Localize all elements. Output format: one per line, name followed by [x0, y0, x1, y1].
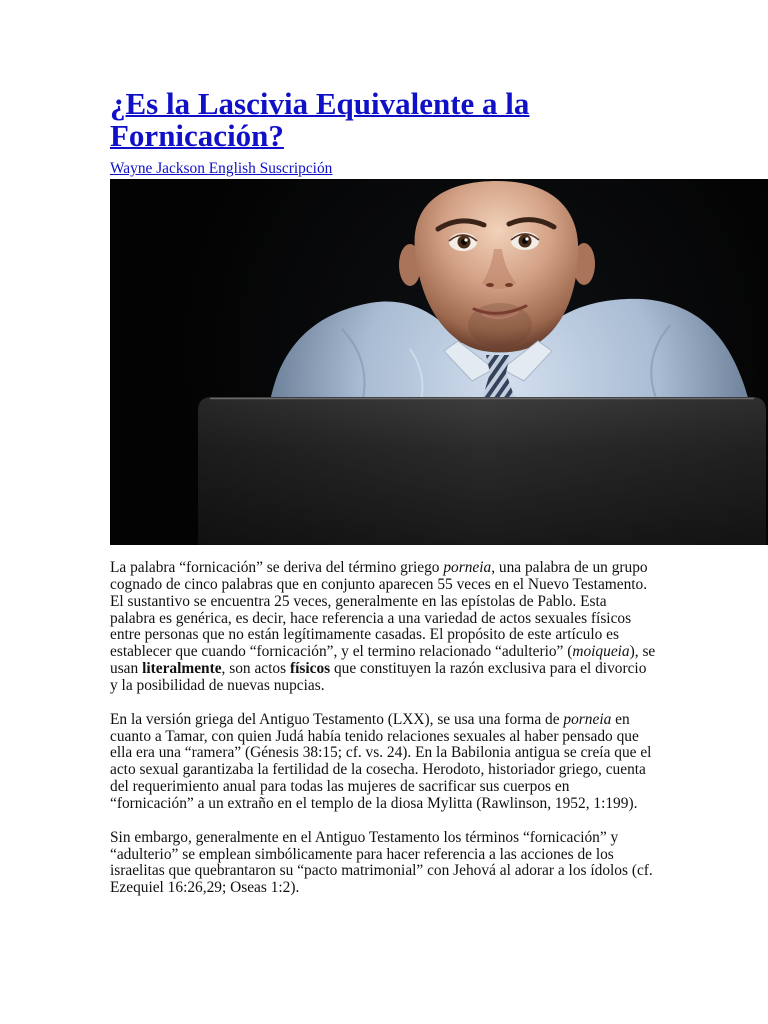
italic-term: moiqueia — [572, 643, 630, 661]
body-line — [110, 560, 655, 577]
article-title-link[interactable]: ¿Es la Lascivia Equivalente a la Fornicación? — [110, 86, 530, 153]
bold-term: físicos — [289, 660, 331, 678]
article-body — [110, 560, 655, 914]
laptop-lid-shading — [198, 397, 766, 545]
body-text-run: En la versión griega del Antiguo Testamento (LXX), se usa una forma de — [110, 710, 564, 728]
body-line — [110, 661, 655, 678]
paragraph — [110, 712, 655, 813]
body-line: entre personas que no están legítimamente casadas. El propósito de este artículo es — [110, 626, 620, 644]
body-line — [110, 712, 655, 729]
body-line: Ezequiel 16:26,29; Oseas 1:2). — [110, 879, 300, 897]
paragraph — [110, 830, 655, 897]
body-text-run: usan — [110, 660, 143, 678]
body-text-run: que constituyen la razón exclusiva para el divorcio — [330, 660, 647, 678]
body-line: “fornicación” a un extraño en el templo de la diosa Mylitta (Rawlinson, 1952, 1:199). — [110, 795, 638, 813]
body-line: y la posibilidad de nuevas nupcias. — [110, 677, 325, 695]
tie-knot — [486, 355, 510, 373]
left-nostril — [486, 283, 494, 287]
author-link[interactable]: Wayne Jackson — [110, 160, 205, 177]
body-line: del requerimiento anual para todas las mujeres de sacrificar sus cuerpos en — [110, 778, 570, 796]
paragraph — [110, 560, 655, 695]
byline-links — [110, 161, 332, 178]
body-text-run: establecer que cuando “fornicación”, y el termino relacionado “adulterio” ( — [110, 643, 573, 661]
photo-illustration — [110, 179, 768, 545]
bold-term: literalmente — [142, 660, 222, 678]
body-line — [110, 644, 655, 661]
right-eye — [511, 232, 539, 250]
body-line: cuanto a Tamar, con quien Judá había tenido relaciones sexuales al haber pensado que — [110, 727, 639, 745]
body-line: acto sexual garantizaba la fertilidad de la cosecha. Herodoto, historiador griego, cuenta — [110, 761, 646, 779]
english-link[interactable]: English — [208, 160, 256, 177]
article-photo — [110, 179, 768, 545]
italic-term: porneia — [443, 559, 492, 576]
body-line: El sustantivo se encuentra 25 veces, generalmente en las epístolas de Pablo. Esta — [110, 592, 607, 610]
article-title — [110, 88, 550, 152]
body-text-run: en — [611, 710, 630, 728]
body-text-run: ), se — [629, 643, 656, 661]
body-text-run: , una palabra de un grupo — [491, 559, 648, 576]
body-line: palabra es genérica, es decir, hace referencia a una variedad de actos sexuales físicos — [110, 609, 632, 627]
body-line: ella era una “ramera” (Génesis 38:15; cf. vs. 24). En la Babilonia antigua se creía que el — [110, 744, 652, 762]
italic-term: porneia — [563, 710, 612, 728]
body-text-run: La palabra “fornicación” se deriva del término griego — [110, 559, 444, 576]
body-line: cognado de cinco palabras que en conjunto aparecen 55 veces en el Nuevo Testamento. — [110, 575, 648, 593]
body-text-run: , son actos — [221, 660, 290, 678]
body-line: Sin embargo, generalmente en el Antiguo Testamento los términos “fornicación” y — [110, 828, 619, 846]
body-line: israelitas que quebrantaron su “pacto matrimonial” con Jehová al adorar a los ídolos (cf. — [110, 862, 653, 880]
subscribe-link[interactable]: Suscripción — [259, 160, 333, 177]
right-nostril — [505, 283, 513, 287]
body-line: “adulterio” se emplean simbólicamente para hacer referencia a las acciones de los — [110, 845, 614, 863]
left-eye — [449, 233, 477, 251]
